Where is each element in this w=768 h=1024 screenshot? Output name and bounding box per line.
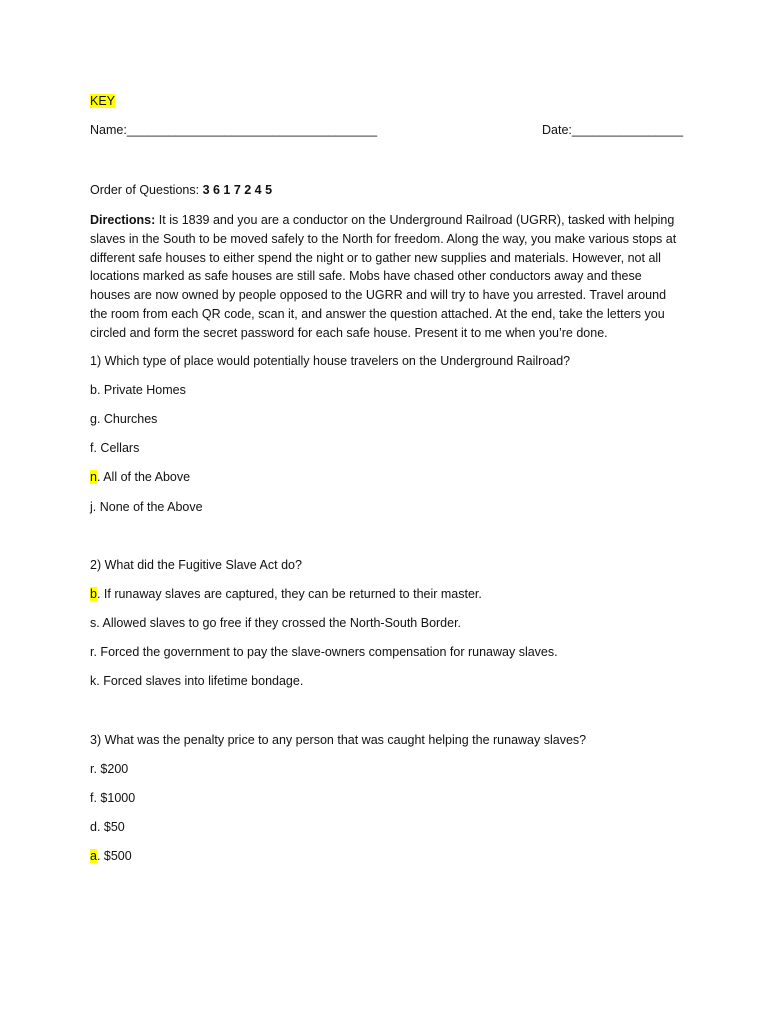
question-3-option-d xyxy=(90,820,125,834)
question-3-option-a xyxy=(90,849,132,863)
question-1: 1) Which type of place would potentially house travelers on the Underground Railroad? xyxy=(90,354,571,368)
name-blank: ____________________________________ xyxy=(126,123,378,137)
question-1-option-n xyxy=(90,470,190,484)
option-letter: f xyxy=(90,791,94,805)
question-2-option-r xyxy=(90,645,558,659)
answer-highlight: n xyxy=(90,470,97,484)
option-text: . If runaway slaves are captured, they can be returned to their master. xyxy=(96,587,482,601)
question-2: 2) What did the Fugitive Slave Act do? xyxy=(90,558,302,572)
option-text: . Forced slaves into lifetime bondage. xyxy=(96,674,304,688)
answer-highlight: b xyxy=(90,587,97,601)
option-text: . $50 xyxy=(96,820,125,834)
directions-text: It is 1839 and you are a conductor on the Underground Railroad (UGRR), tasked with helping slaves in the South to be moved safely to the North for freedom. Along the way, you make various stops at different safe houses to either spend the night or to gather new supplies and materials. However, not all locations marked as safe houses are still safe. Mobs have chased other conductors away and these houses are now owned by people opposed to the UGRR and will try to have you arrested. Travel around the room from each QR code, scan it, and answer the question attached. At the end, take the letters you circled and form the secret password for each safe house. Present it to me when you’re done. xyxy=(90,213,677,340)
option-text: . $1000 xyxy=(93,791,136,805)
date-blank: ________________ xyxy=(571,123,684,137)
option-text: . Forced the government to pay the slave-owners compensation for runaway slaves. xyxy=(93,645,558,659)
option-text: . All of the Above xyxy=(96,470,191,484)
name-line xyxy=(90,123,377,137)
question-3: 3) What was the penalty price to any person that was caught helping the runaway slaves? xyxy=(90,733,587,747)
order-label: Order of Questions: xyxy=(90,183,203,197)
option-letter: k xyxy=(90,674,97,688)
option-letter: r xyxy=(90,762,94,776)
option-letter: f xyxy=(90,441,94,455)
name-label: Name: xyxy=(90,123,127,137)
question-3-option-f xyxy=(90,791,135,805)
option-text: . Churches xyxy=(96,412,158,426)
question-1-option-j xyxy=(90,500,203,514)
answer-highlight: a xyxy=(90,849,97,863)
option-text: . Allowed slaves to go free if they crossed the North-South Border. xyxy=(96,616,462,630)
key-label xyxy=(90,94,115,108)
question-1-option-b xyxy=(90,383,186,397)
order-of-questions xyxy=(90,183,272,197)
option-text: . Private Homes xyxy=(96,383,186,397)
question-2-option-s xyxy=(90,616,461,630)
option-text: . None of the Above xyxy=(92,500,203,514)
option-letter: r xyxy=(90,645,94,659)
option-letter: s xyxy=(90,616,97,630)
option-text: . $200 xyxy=(93,762,129,776)
option-letter: g xyxy=(90,412,97,426)
option-letter: j xyxy=(90,500,93,514)
question-1-option-f xyxy=(90,441,139,455)
option-letter: d xyxy=(90,820,97,834)
date-line xyxy=(542,123,683,137)
key-highlight: KEY xyxy=(90,94,116,108)
option-text: . Cellars xyxy=(93,441,140,455)
order-value: 3 6 1 7 2 4 5 xyxy=(202,183,273,197)
directions-paragraph xyxy=(90,211,680,343)
option-text: . $500 xyxy=(96,849,132,863)
question-1-option-g xyxy=(90,412,157,426)
question-2-option-b xyxy=(90,587,482,601)
directions-label: Directions: xyxy=(90,213,156,227)
option-letter: b xyxy=(90,383,97,397)
question-3-option-r xyxy=(90,762,128,776)
date-label: Date: xyxy=(542,123,572,137)
question-2-option-k xyxy=(90,674,303,688)
